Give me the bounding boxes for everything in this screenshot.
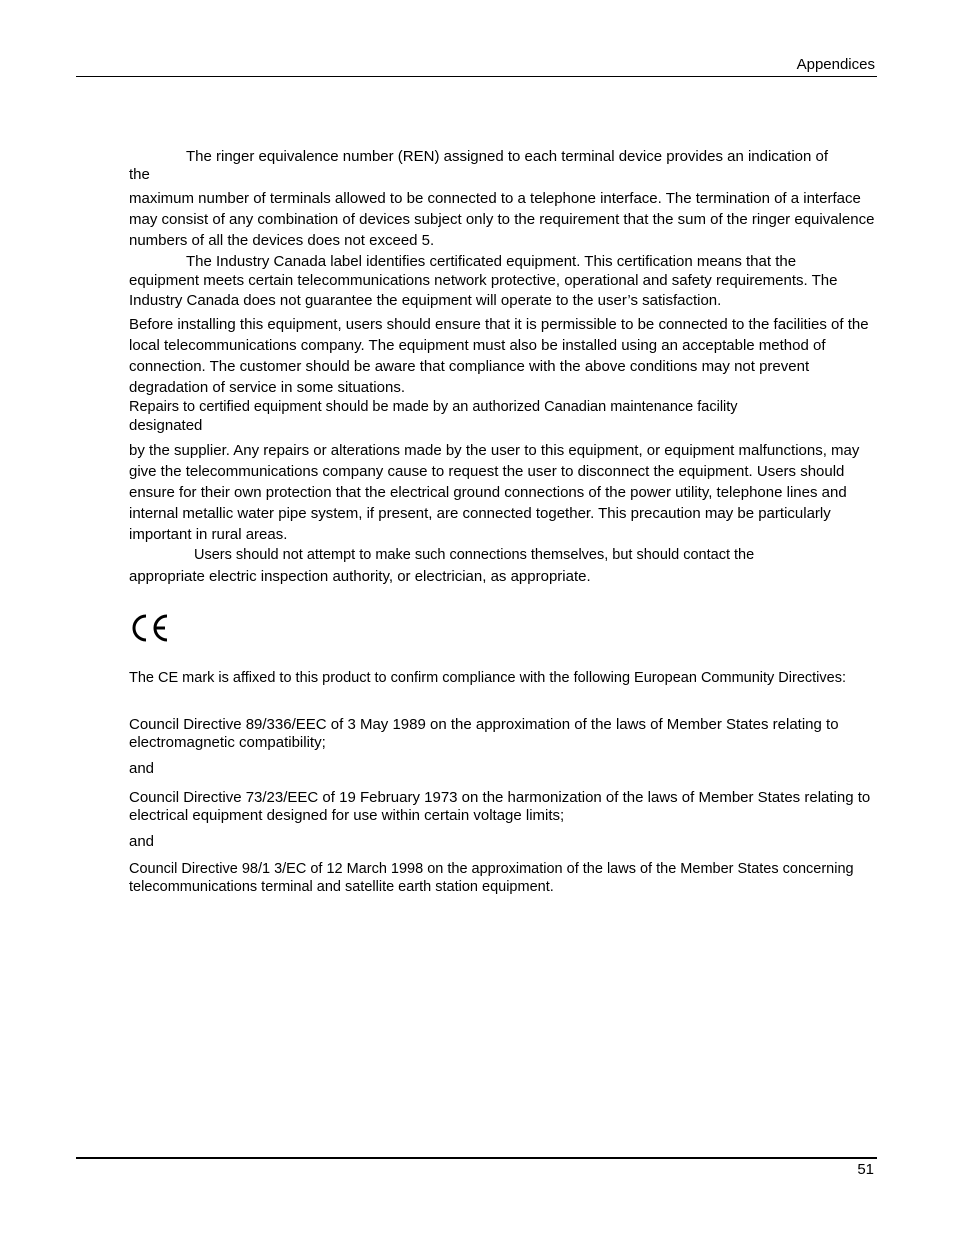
page-header-section-title: Appendices xyxy=(796,56,875,73)
industry-canada-paragraph-body: equipment meets certain telecommunications network protective, operational and safety requirements. The Industry Canada does not guarantee the equipment will operate to the user’s satisfaction. xyxy=(129,272,838,309)
connections-warning-line1: Users should not attempt to make such connections themselves, but should contact the xyxy=(194,547,755,563)
ren-paragraph-body: maximum number of terminals allowed to be connected to a telephone interface. The termination of a interface may consist of any combination of devices subject only to the requirement that the sum of the ringer equivalence numbers of all the devices does not exceed 5. xyxy=(129,190,875,249)
ren-paragraph-line1: The ringer equivalence number (REN) assigned to each terminal device provides an indication of xyxy=(186,148,829,165)
directive-low-voltage: Council Directive 73/23/EEC of 19 February 1973 on the harmonization of the laws of Member States relating to electrical equipment designed for use within certain voltage limits; xyxy=(129,789,871,824)
ce-mark-icon xyxy=(131,613,171,643)
header-rule xyxy=(76,76,877,77)
repairs-paragraph-line1: Repairs to certified equipment should be made by an authorized Canadian maintenance facility xyxy=(129,399,738,415)
industry-canada-paragraph-line1: The Industry Canada label identifies certificated equipment. This certification means that the xyxy=(186,253,797,270)
footer-rule xyxy=(76,1157,877,1159)
installation-paragraph: Before installing this equipment, users should ensure that it is permissible to be connected to the facilities of the local telecommunications company. The equipment must also be installed using an acceptable method of connection. The customer should be aware that compliance with the above conditions may not prevent degradation of service in some situations. xyxy=(129,316,869,396)
directive-telecom-terminal: Council Directive 98/1 3/EC of 12 March 1998 on the approximation of the laws of the Member States concerning telecommunications terminal and satellite earth station equipment. xyxy=(129,861,854,895)
conjunction-and-2: and xyxy=(129,833,155,850)
directive-emc: Council Directive 89/336/EEC of 3 May 1989 on the approximation of the laws of Member States relating to electromagnetic compatibility; xyxy=(129,716,839,751)
repairs-paragraph-line2: designated xyxy=(129,417,203,434)
page-number: 51 xyxy=(857,1161,874,1178)
ce-mark-intro: The CE mark is affixed to this product to confirm compliance with the following European Community Directives: xyxy=(129,670,846,686)
connections-warning-line2: appropriate electric inspection authority, or electrician, as appropriate. xyxy=(129,568,591,585)
ren-paragraph-line2: the xyxy=(129,166,150,183)
conjunction-and-1: and xyxy=(129,760,155,777)
supplier-repairs-paragraph: by the supplier. Any repairs or alterations made by the user to this equipment, or equipment malfunctions, may give the telecommunications company cause to request the user to disconnect the equipment. Users should ensure for their own protection that the electrical ground connections of the power utility, telephone lines and internal metallic water pipe system, if present, are connected together. This precaution may be particularly important in rural areas. xyxy=(129,442,860,543)
